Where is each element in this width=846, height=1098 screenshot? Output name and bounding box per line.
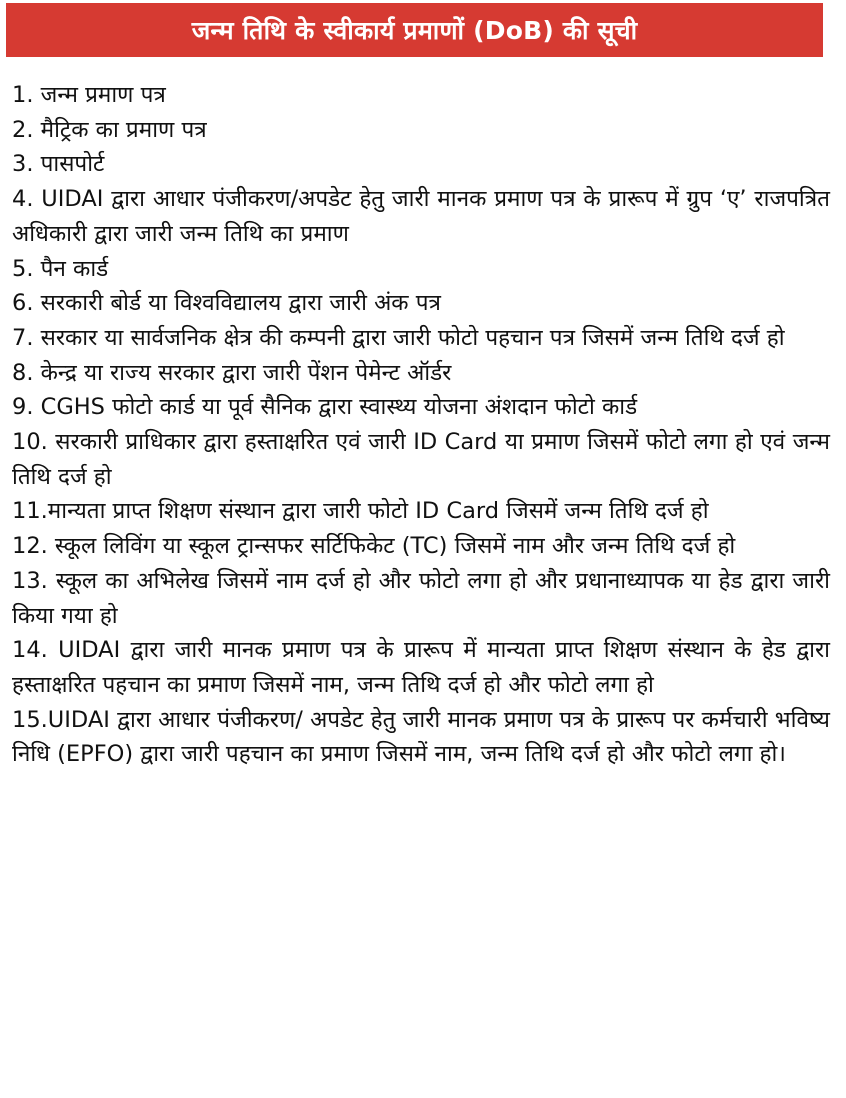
list-item: 11.मान्यता प्राप्त शिक्षण संस्थान द्वारा जारी फोटो ID Card जिसमें जन्म तिथि दर्ज हो [12,498,709,525]
header-banner [6,3,823,57]
list-item: 13. स्कूल का अभिलेख जिसमें नाम दर्ज हो और फोटो लगा हो और प्रधानाध्यापक या हेड द्वारा जारी किया गया हो [12,567,830,629]
list-item: 1. जन्म प्रमाण पत्र [12,82,166,108]
list-item: 10. सरकारी प्राधिकार द्वारा हस्ताक्षरित एवं जारी ID Card या प्रमाण जिसमें फोटो लगा हो एवं जन्म तिथि दर्ज हो [12,429,830,490]
list-item: 5. पैन कार्ड [12,255,109,282]
list-item: 15.UIDAI द्वारा आधार पंजीकरण/ अपडेट हेतु जारी मानक प्रमाण पत्र के प्रारूप पर कर्मचारी भविष्य निधि (EPFO) द्वारा जारी पहचान का प्रमाण जिसमें नाम, जन्म तिथि दर्ज हो और फोटो लगा हो। [12,706,830,768]
list-item: 12. स्कूल लिविंग या स्कूल ट्रान्सफर सर्टिफिकेट (TC) जिसमें नाम और जन्म तिथि दर्ज हो [12,533,736,560]
list-item: 9. CGHS फोटो कार्ड या पूर्व सैनिक द्वारा स्वास्थ्य योजना अंशदान फोटो कार्ड [12,394,638,421]
list-item: 4. UIDAI द्वारा आधार पंजीकरण/अपडेट हेतु जारी मानक प्रमाण पत्र के प्रारूप में ग्रुप ‘ए’ राजपत्रित अधिकारी द्वारा जारी जन्म तिथि का प्रमाण [12,186,830,247]
list-item: 2. मैट्रिक का प्रमाण पत्र [12,116,207,143]
list-item: 3. पासपोर्ट [12,151,105,178]
list-item: 6. सरकारी बोर्ड या विश्वविद्यालय द्वारा जारी अंक पत्र [12,290,441,317]
list-item: 8. केन्द्र या राज्य सरकार द्वारा जारी पेंशन पेमेन्ट ऑर्डर [12,359,452,386]
list-item: 7. सरकार या सार्वजनिक क्षेत्र की कम्पनी द्वारा जारी फोटो पहचान पत्र जिसमें जन्म तिथि दर्ज हो [12,324,785,351]
dob-document-list [12,78,830,772]
page-title: जन्म तिथि के स्वीकार्य प्रमाणों (DoB) की सूची [191,16,638,45]
list-item: 14. UIDAI द्वारा जारी मानक प्रमाण पत्र के प्रारूप में मान्यता प्राप्त शिक्षण संस्थान के हेड द्वारा हस्ताक्षरित पहचान का प्रमाण जिसमें नाम, जन्म तिथि दर्ज हो और फोटो लगा हो [12,637,830,698]
